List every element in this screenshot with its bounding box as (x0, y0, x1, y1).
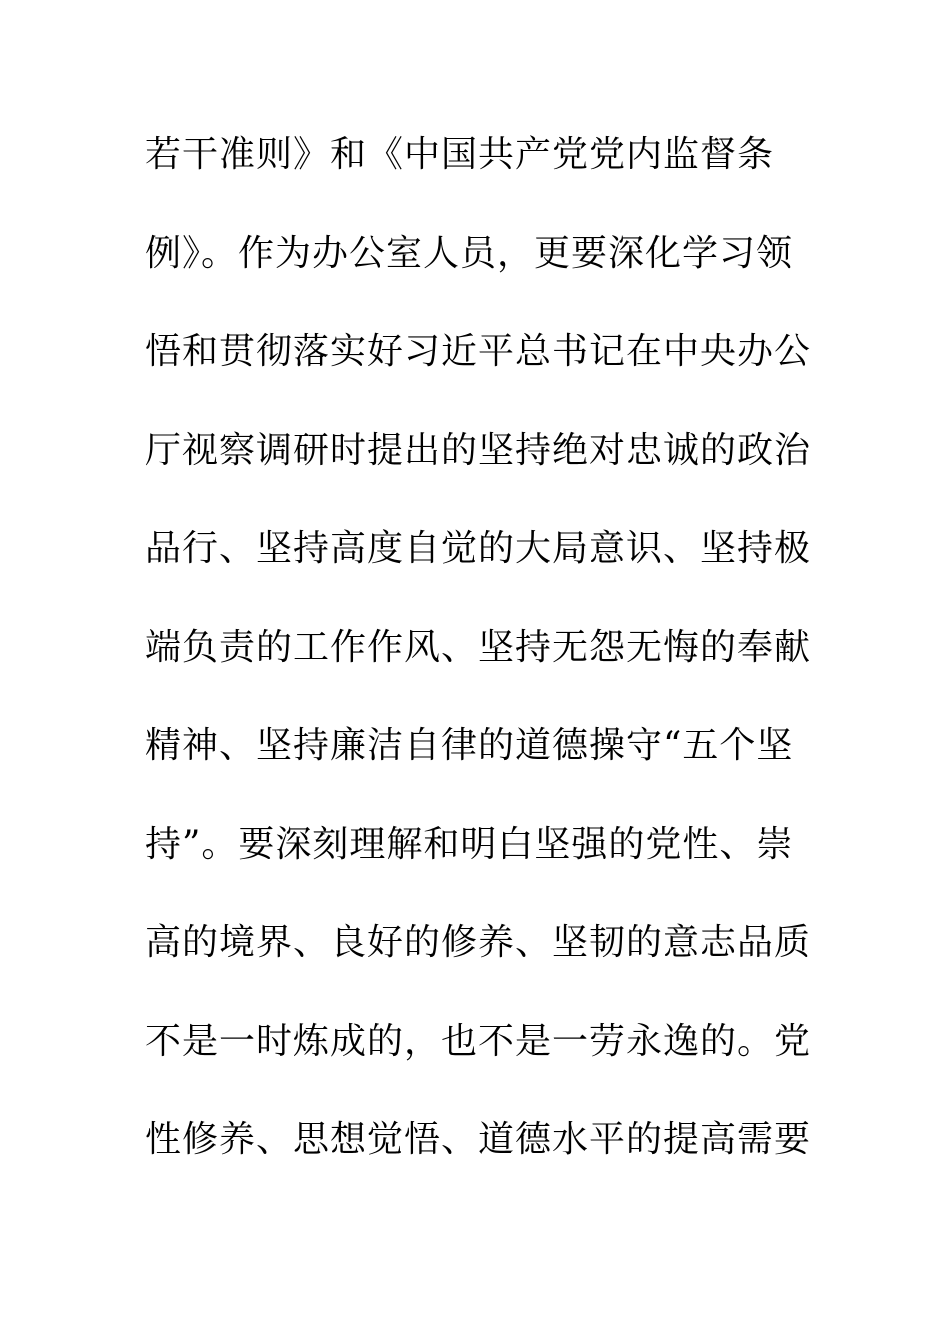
text-line: 持”。要深刻理解和明白坚强的党性、崇 (145, 823, 794, 865)
text-line: 悟和贯彻落实好习近平总书记在中央办公 (145, 331, 812, 372)
text-line: 例》。作为办公室人员，更要深化学习领 (145, 232, 794, 274)
text-line: 性修养、思想觉悟、道德水平的提高需要 (145, 1119, 812, 1160)
text-line: 端负责的工作作风、坚持无怨无悔的奉献 (145, 626, 812, 668)
text-line: 精神、坚持廉洁自律的道德操守“五个坚 (145, 725, 794, 766)
text-line: 高的境界、良好的修养、坚韧的意志品质 (145, 922, 812, 963)
text-line: 品行、坚持高度自觉的大局意识、坚持极 (145, 528, 812, 569)
body-text (145, 126, 815, 1210)
text-line: 若干准则》和《中国共产党党内监督条 (145, 134, 775, 175)
text-line: 不是一时炼成的，也不是一劳永逸的。党 (145, 1020, 812, 1062)
text-line: 厅视察调研时提出的坚持绝对忠诚的政治 (145, 429, 812, 471)
